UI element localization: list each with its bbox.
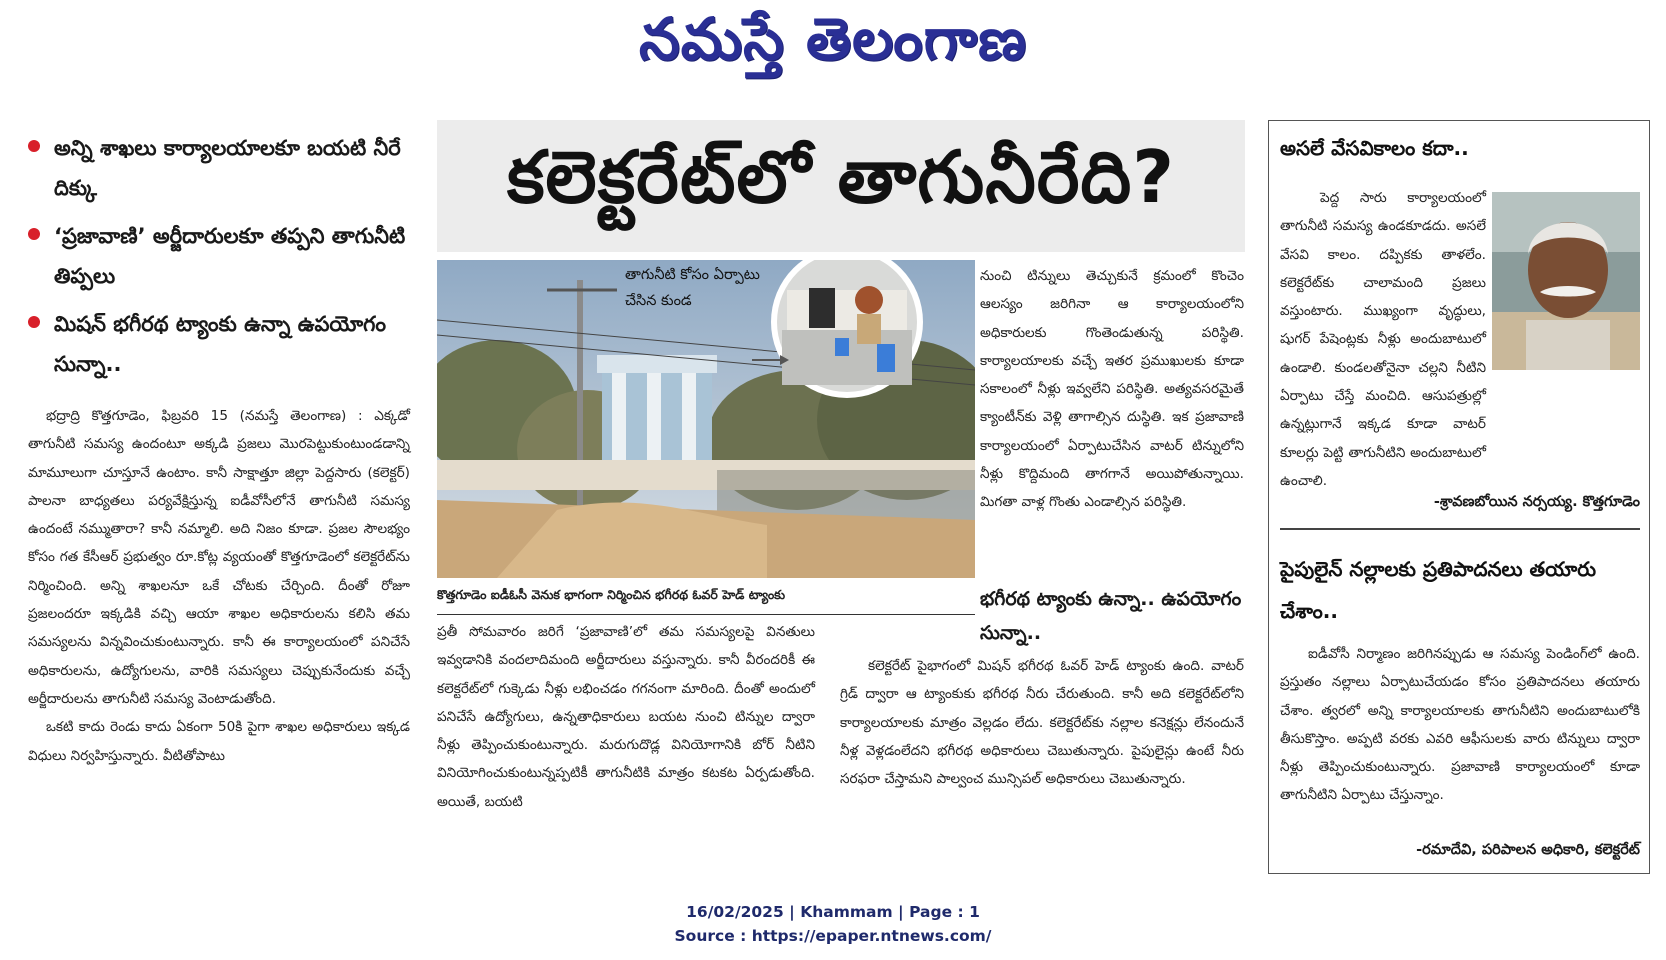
- sidebar-quote-1-narrow: [1280, 184, 1486, 495]
- portrait-photo: [1492, 192, 1640, 370]
- news-photo: [437, 260, 975, 578]
- sidebar-quote-1: పెద్ద సారు కార్యాలయంలో తాగునీటి సమస్య ఉండకూడదు. అసలే వేసవి కాలం. దప్పికకు తాళలేం. కలెక్టరేట్‌కు చాలామంది ప్రజలు వస్తుంటారు. ముఖ్యంగా వృద్ధులు, షుగర్ పేషెంట్లకు నీళ్లు అందుబాటులో ఉండాలి. కుండలతోనైనా చల్లని నీటిని ఏర్పాటు చేస్తే మంచిది. ఆసుపత్రుల్లో ఉన్నట్లుగానే ఇక్కడ కూడా వాటర్ కూలర్లు పెట్టి తాగునీటిని అందుబాటులో ఉంచాలి.: [1280, 190, 1486, 489]
- bullet-dot-icon: [28, 228, 40, 240]
- bullet-list: [28, 128, 408, 384]
- masthead: [0, 0, 1666, 92]
- caption-divider: [437, 614, 975, 615]
- photo-caption: కొత్తగూడెం ఐడీఓసీ వెనుక భాగంగా నిర్మించిన భగీరథ ఓవర్ హెడ్ ట్యాంకు: [437, 587, 786, 602]
- photo-inset-label: తాగునీటి కోసం ఏర్పాటు చేసిన కుండ: [625, 267, 760, 309]
- sidebar-quote-2-block: [1280, 640, 1640, 810]
- sidebar-quote-2: ఐడీవోసీ నిర్మాణం జరిగినప్పుడు ఆ సమస్య పెండింగ్‌లో ఉంది. ప్రస్తుతం నల్లాలు ఏర్పాటుచేయడం కోసం ప్రతిపాదనలు తయారు చేశాం. త్వరలో అన్ని కార్యాలయాలకు తాగునీటిని అందుబాటులోకి తీసుకొస్తాం. అప్పటి వరకు ఎవరి ఆఫీసులకు వారు టిన్నులు ద్వారా నీళ్లు తెప్పించుకుంటున్నారు. ప్రజావాణి కార్యాలయంలో కూడా తాగునీటిని ఏర్పాటు చేస్తున్నాం.: [1280, 646, 1640, 804]
- bullet-item: ‘ప్రజావాణి’ అర్జీదారులకూ తప్పని తాగునీటి తిప్పలు: [28, 216, 408, 296]
- article-column-2: [437, 618, 815, 816]
- article-paragraph: నుంచి టిన్నులు తెచ్చుకునే క్రమంలో కొంచెం ఆలస్యం జరిగినా ఆ కార్యాలయంలోని అధికారులకు గొంతెండుతున్న పరిస్థితి. కార్యాలయాలకు వచ్చే ఇతర ప్రముఖులకు కూడా సకాలంలో నీళ్లు ఇవ్వలేని పరిస్థితి. అత్యవసరమైతే క్యాంటీన్‌కు వెళ్లి తాగాల్సిన దుస్థితి. ఇక ప్రజావాణి కార్యాలయంలో ఏర్పాటుచేసిన వాటర్ టిన్నులోని నీళ్లు కొద్దిమంది తాగగానే అయిపోతున్నాయి. మిగతా వాళ్ల గొంతు ఎండాల్సిన పరిస్థితి.: [980, 268, 1244, 511]
- sidebar-signature-2: -రమాదేవి, పరిపాలన అధికారి, కలెక్టరేట్: [1416, 842, 1640, 858]
- edition-info: 16/02/2025 | Khammam | Page : 1: [686, 903, 980, 921]
- article-paragraph: ఒకటి కాదు రెండు కాదు ఏకంగా 50కి పైగా శాఖల అధికారులు ఇక్కడ విధులు నిర్వహిస్తున్నారు. వీటితోపాటు: [28, 719, 410, 764]
- article-paragraph: భద్రాద్రి కొత్తగూడెం, ఫిబ్రవరి 15 (నమస్తే తెలంగాణ) : ఎక్కడో తాగునీటి సమస్య ఉందంటూ అక్కడి ప్రజలు మొరపెట్టుకుంటుండడాన్ని మామూలుగా చూస్తూనే ఉంటాం. కానీ సాక్షాత్తూ జిల్లా పెద్దసారు (కలెక్టర్) పాలనా బాధ్యతలు పర్యవేక్షిస్తున్న ఐడీవోసీలోనే తాగునీటి సమస్య ఉందంటే నమ్ముతారా? కానీ నమ్మాలి. అది నిజం కూడా. ప్రజల సౌలభ్యం కోసం గత కేసీఆర్ ప్రభుత్వం రూ.కోట్ల వ్యయంతో కొత్తగూడెంలో కలెక్టరేట్‌ను నిర్మించింది. అన్ని శాఖలనూ ఒకే చోటకు చేర్చింది. దీంతో రోజూ ప్రజలందరూ ఇక్కడికి వచ్చి ఆయా శాఖల అధికారులను కలిసి తమ సమస్యలను విన్నవించుకుంటున్నారు. కానీ ఈ కార్యాలయంలో పనిచేసే అధికారులను, ఉద్యోగులను, వారికి సమస్యలు చెప్పుకునేందుకు వచ్చే అర్జీదారులను తాగునీటి సమస్య వెంటాడుతోంది.: [28, 408, 410, 707]
- bullet-dot-icon: [28, 140, 40, 152]
- sidebar-title-1: అసలే వేసవికాలం కదా..: [1280, 136, 1469, 160]
- page-footer: [0, 900, 1666, 948]
- newspaper-logo: నమస్తే తెలంగాణ: [639, 4, 1027, 73]
- bullet-item: అన్ని శాఖలు కార్యాలయాలకూ బయటి నీరే దిక్కు: [28, 128, 408, 208]
- article-paragraph: కలెక్టరేట్ పైభాగంలో మిషన్ భగీరథ ఓవర్ హెడ్ ట్యాంకు ఉంది. వాటర్ గ్రిడ్ ద్వారా ఆ ట్యాంకుకు భగీరథ నీరు చేరుతుంది. కానీ అది కలెక్టరేట్‌లోని కార్యాలయాలకు మాత్రం వెల్లడం లేదు. కలెక్టరేట్‌కు నల్లాల కనెక్షన్లు లేనందునే నీళ్ల వెళ్లడంలేదని భగీరథ అధికారులు చెబుతున్నారు. పైపులైన్లు ఉంటే నీరు సరఫరా చేస్తామని పాల్వంచ మున్సిపల్ అధికారులు చెబుతున్నారు.: [840, 658, 1244, 788]
- source-link[interactable]: Source : https://epaper.ntnews.com/: [674, 927, 992, 945]
- article-column-3: [980, 262, 1244, 517]
- sidebar-divider: [1280, 528, 1640, 530]
- sidebar-title-2: పైపులైన్ నల్లాలకు ప్రతిపాదనలు తయారు చేశాం..: [1280, 557, 1597, 623]
- subheading: భగీరథ ట్యాంకు ఉన్నా.. ఉపయోగం సున్నా..: [980, 588, 1242, 644]
- headline: కలెక్టరేట్‌లో తాగునీరేది?: [506, 135, 1176, 219]
- article-column-1: [28, 402, 410, 770]
- sidebar-signature-1: -శ్రావణబోయిన నర్సయ్య. కొత్తగూడెం: [1433, 494, 1640, 510]
- article-column-3-continued: [840, 652, 1244, 793]
- bullet-item: మిషన్ భగీరథ ట్యాంకు ఉన్నా ఉపయోగం సున్నా..: [28, 304, 408, 384]
- bullet-dot-icon: [28, 316, 40, 328]
- person-portrait-icon: [1492, 192, 1640, 370]
- article-paragraph: ప్రతీ సోమవారం జరిగే ‘ప్రజావాణి’లో తమ సమస్యలపై వినతులు ఇవ్వడానికి వందలాదిమంది అర్జీదారులు వస్తున్నారు. కానీ వీరందరికీ ఈ కలెక్టరేట్‌లో గుక్కెడు నీళ్లు లభించడం గగనంగా మారింది. దీంతో అందులో పనిచేసే ఉద్యోగులు, ఉన్నతాధికారులు బయట నుంచి టిన్నుల ద్వారా నీళ్లు తెప్పించుకుంటున్నారు. మరుగుదొడ్ల వినియోగానికి బోర్ నీటిని వినియోగించుకుంటున్నప్పటికీ తాగునీటికి మాత్రం కటకట ఏర్పడుతోంది. అయితే, బయటి: [437, 624, 815, 810]
